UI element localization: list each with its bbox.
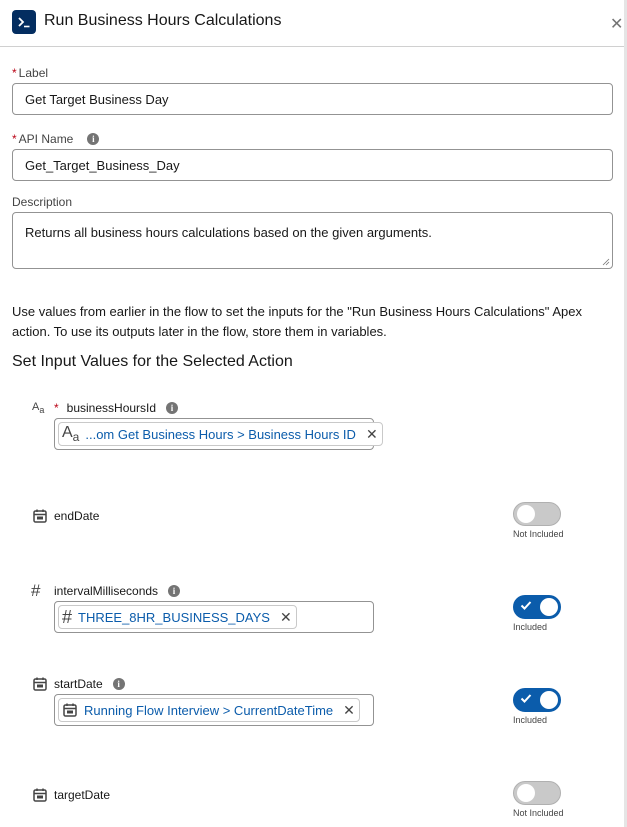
businesshoursid-combobox[interactable] [54,418,378,450]
startdate-combobox[interactable] [54,694,374,726]
description-textarea[interactable] [12,212,613,269]
apex-action-icon [12,10,36,34]
text-type-icon: $A_a$ [62,423,80,445]
resize-handle-icon[interactable] [602,258,610,266]
resource-pill[interactable] [58,698,360,722]
targetdate-toggle[interactable] [513,781,561,805]
enddate-toggle[interactable] [513,502,561,526]
required-marker: * [12,132,17,146]
info-icon[interactable]: i [166,402,178,414]
required-marker: * [54,401,59,415]
calendar-icon [32,508,48,524]
toggle-knob [540,598,558,616]
close-icon[interactable]: ✕ [610,16,624,33]
param-name: endDate [54,509,100,523]
pill-label: THREE_8HR_BUSINESS_DAYS [78,609,270,625]
pill-label: Running Flow Interview > CurrentDateTime [84,702,334,718]
param-name: targetDate [54,788,111,802]
api-name-field-label [12,132,99,146]
panel-title: Run Business Hours Calculations [44,12,282,29]
calendar-icon [62,702,78,718]
info-icon[interactable]: i [87,133,99,145]
intervalmilliseconds-toggle[interactable] [513,595,561,619]
param-name: businessHoursId [66,401,157,415]
label-field-label [12,66,48,80]
toggle-status: Included [513,715,548,725]
info-icon[interactable]: i [168,585,180,597]
param-name: startDate [54,677,103,691]
description-field-label: Description [12,195,73,209]
api-name-input[interactable] [12,149,613,181]
toggle-status: Not Included [513,808,564,818]
check-icon [520,692,532,704]
label-field-label-text: Label [18,66,49,80]
api-name-input-value: Get_Target_Business_Day [25,157,180,173]
number-icon: # [62,606,73,627]
remove-icon[interactable]: ✕ [365,425,378,442]
resource-pill[interactable] [58,422,383,446]
required-marker: * [12,66,17,80]
param-name: intervalMilliseconds [54,584,159,598]
description-value: Returns all business hours calculations based on the given arguments. [25,225,432,240]
param-label-startdate [54,677,125,691]
toggle-knob [517,505,535,523]
header-divider [0,46,627,47]
toggle-status: Not Included [513,529,564,539]
api-name-label-text: API Name [18,132,74,146]
section-title: Set Input Values for the Selected Action [12,353,293,370]
help-text: Use values from earlier in the flow to set the inputs for the "Run Business Hours Calculations" Apex action. To use its outputs later in the flow, store them in variables. [12,304,582,339]
param-label-businesshoursid [54,401,178,415]
toggle-knob [540,691,558,709]
info-icon[interactable]: i [113,678,125,690]
calendar-icon [32,676,48,692]
param-label-intervalmilliseconds [54,584,180,598]
param-label-targetdate [54,788,110,802]
param-label-enddate [54,509,99,523]
pill-label: ...om Get Business Hours > Business Hours ID [85,426,356,442]
calendar-icon [32,787,48,803]
intervalmilliseconds-combobox[interactable] [54,601,374,633]
remove-icon[interactable]: ✕ [343,701,355,718]
number-icon: # [31,581,41,600]
terminal-prompt-glyph [17,15,31,29]
remove-icon[interactable]: ✕ [279,608,292,625]
resource-pill[interactable] [58,605,297,629]
text-type-icon: $A_a$ [32,401,45,416]
toggle-status: Included [513,622,548,632]
toggle-knob [517,784,535,802]
startdate-toggle[interactable] [513,688,561,712]
label-input-value: Get Target Business Day [25,91,169,107]
label-input[interactable] [12,83,613,115]
check-icon [520,599,532,611]
